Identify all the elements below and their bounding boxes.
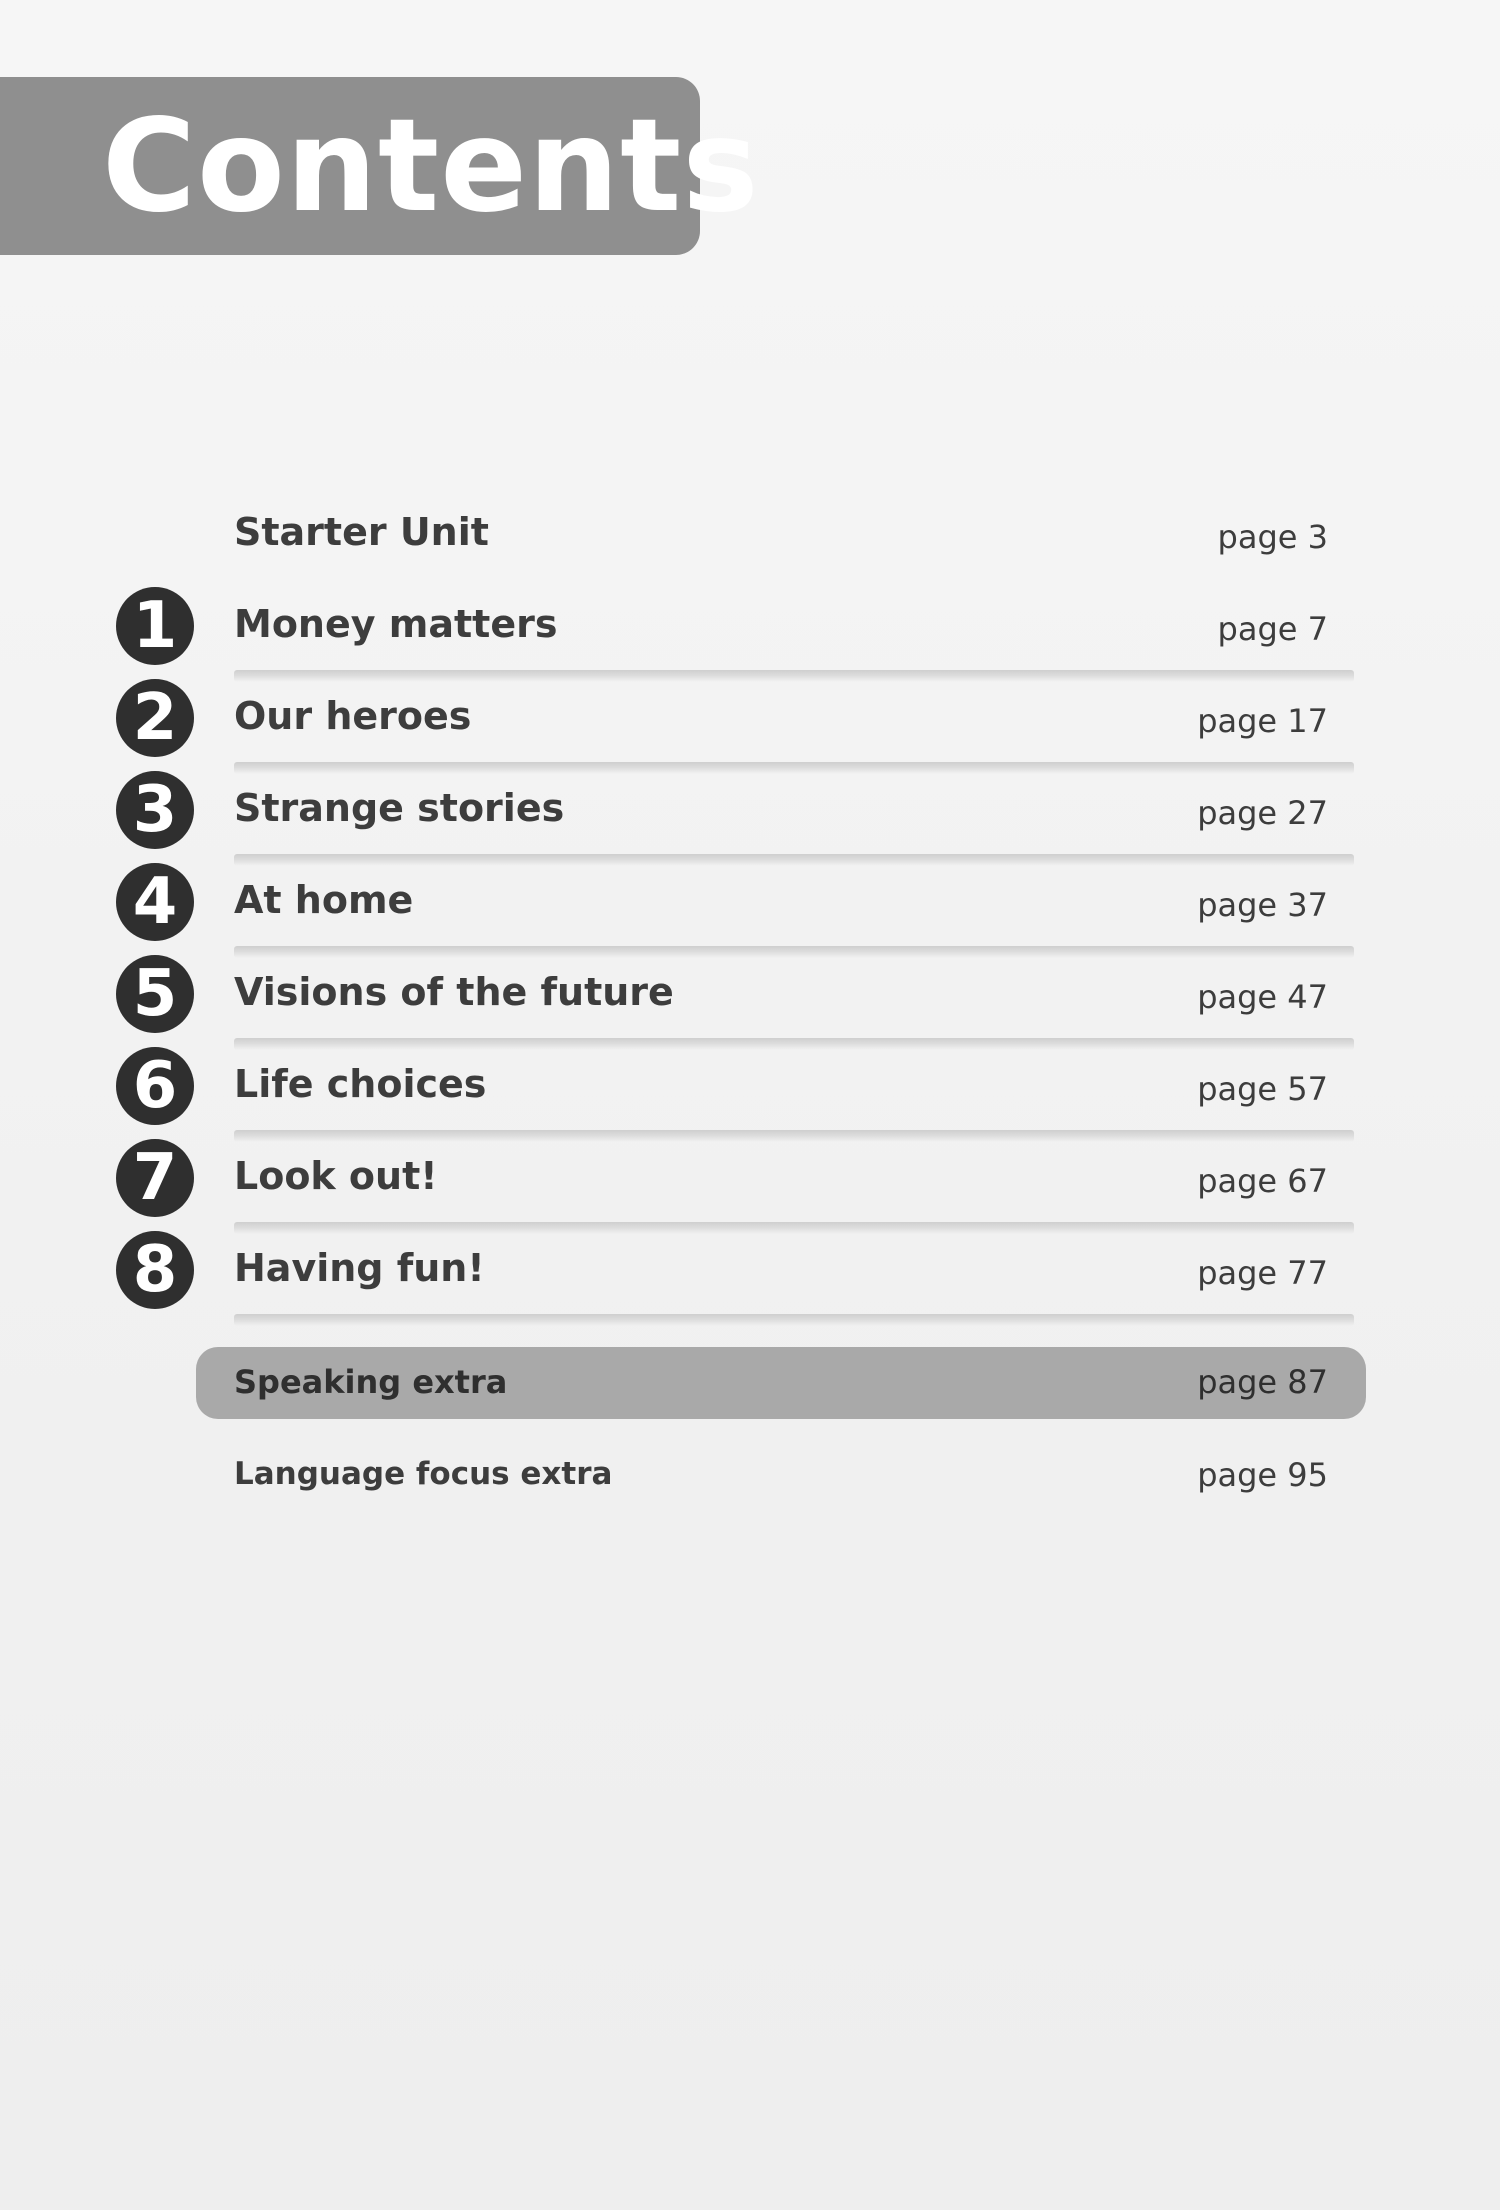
unit-number-badge: 4 bbox=[116, 863, 194, 941]
toc-row-speaking-extra[interactable] bbox=[196, 1347, 1366, 1419]
toc-row-unit-3[interactable] bbox=[234, 778, 1336, 870]
toc-label: Strange stories bbox=[234, 786, 565, 830]
unit-number-badge: 8 bbox=[116, 1231, 194, 1309]
toc-page-number: page 95 bbox=[1197, 1456, 1328, 1494]
toc-row-unit-8[interactable] bbox=[234, 1238, 1336, 1330]
toc-row-unit-7[interactable] bbox=[234, 1146, 1336, 1238]
toc-label: Money matters bbox=[234, 602, 558, 646]
row-divider bbox=[234, 1314, 1354, 1326]
toc-row-starter[interactable] bbox=[234, 502, 1336, 594]
row-divider bbox=[234, 670, 1354, 682]
toc-row-unit-4[interactable] bbox=[234, 870, 1336, 962]
unit-number-badge: 3 bbox=[116, 771, 194, 849]
toc-label: Speaking extra bbox=[234, 1363, 508, 1401]
toc-page-number: page 87 bbox=[1197, 1363, 1328, 1401]
toc-row-unit-5[interactable] bbox=[234, 962, 1336, 1054]
toc-page-number: page 27 bbox=[1197, 794, 1328, 832]
unit-number-badge: 5 bbox=[116, 955, 194, 1033]
toc-label: Our heroes bbox=[234, 694, 472, 738]
row-divider bbox=[234, 1222, 1354, 1234]
toc-label: Having fun! bbox=[234, 1246, 485, 1290]
unit-number-badge: 7 bbox=[116, 1139, 194, 1217]
row-divider bbox=[234, 854, 1354, 866]
row-divider bbox=[234, 946, 1354, 958]
toc-row-language-focus-extra[interactable] bbox=[234, 1452, 1336, 1502]
toc-page-number: page 47 bbox=[1197, 978, 1328, 1016]
row-divider bbox=[234, 1038, 1354, 1050]
row-divider bbox=[234, 1130, 1354, 1142]
toc-page-number: page 37 bbox=[1197, 886, 1328, 924]
toc-row-unit-2[interactable] bbox=[234, 686, 1336, 778]
unit-number-badge: 1 bbox=[116, 587, 194, 665]
toc-row-unit-6[interactable] bbox=[234, 1054, 1336, 1146]
toc-label: At home bbox=[234, 878, 414, 922]
page-title: Contents bbox=[102, 92, 760, 241]
toc-page-number: page 67 bbox=[1197, 1162, 1328, 1200]
toc-label: Look out! bbox=[234, 1154, 438, 1198]
toc-page-number: page 3 bbox=[1217, 518, 1328, 556]
unit-number-badge: 6 bbox=[116, 1047, 194, 1125]
row-divider bbox=[234, 762, 1354, 774]
toc-label: Language focus extra bbox=[234, 1456, 613, 1492]
toc-label: Starter Unit bbox=[234, 510, 489, 554]
toc-row-unit-1[interactable] bbox=[234, 594, 1336, 686]
toc-page-number: page 77 bbox=[1197, 1254, 1328, 1292]
toc-page-number: page 17 bbox=[1197, 702, 1328, 740]
toc-label: Life choices bbox=[234, 1062, 487, 1106]
toc-page-number: page 7 bbox=[1217, 610, 1328, 648]
toc-page-number: page 57 bbox=[1197, 1070, 1328, 1108]
toc-label: Visions of the future bbox=[234, 970, 674, 1014]
unit-number-badge: 2 bbox=[116, 679, 194, 757]
